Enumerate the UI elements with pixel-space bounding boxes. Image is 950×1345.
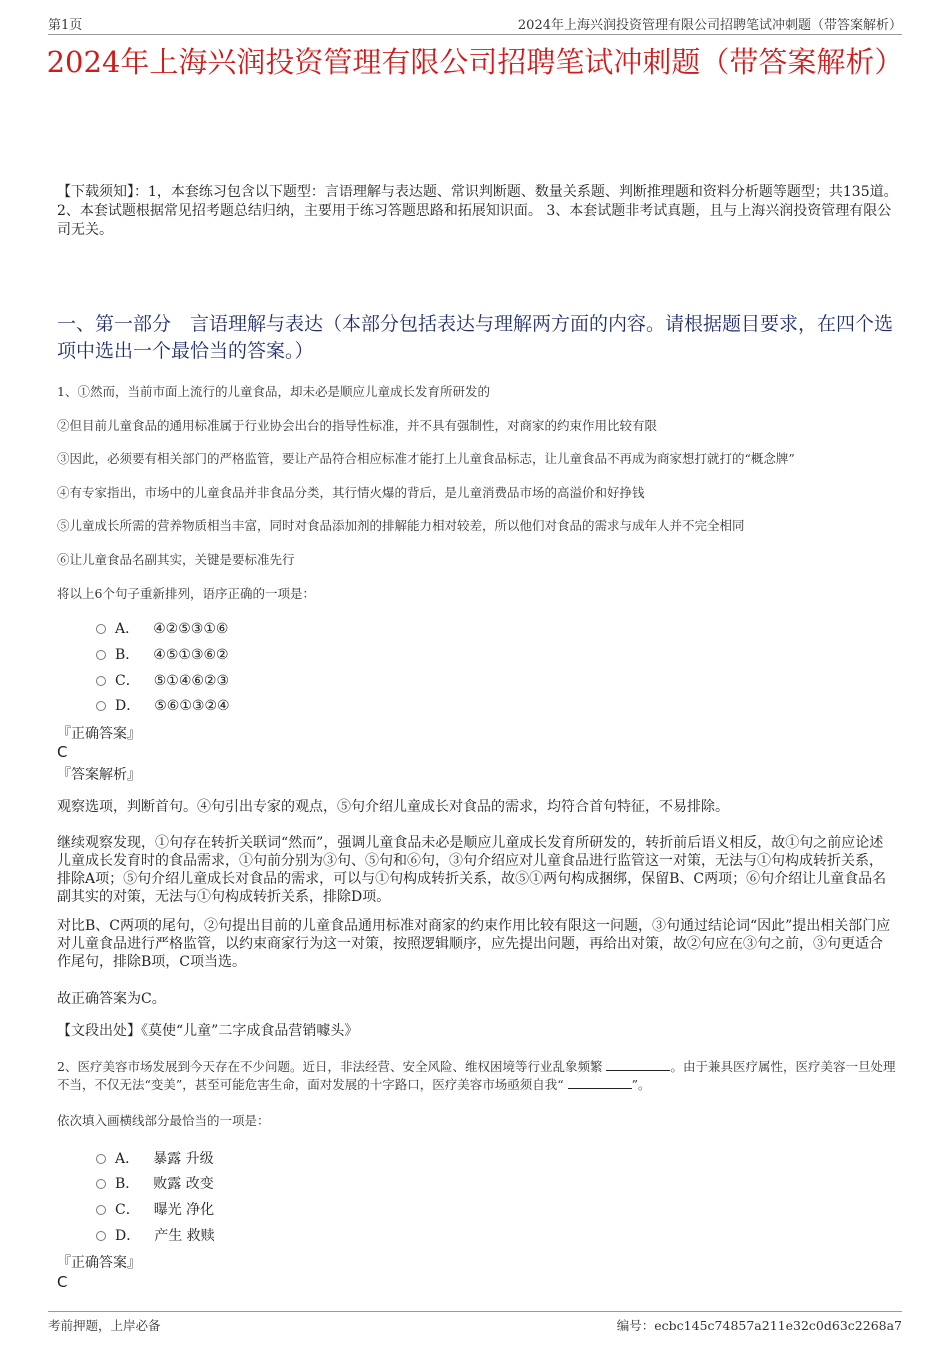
q1-line-1: 1、①然而，当前市面上流行的儿童食品，却未必是顺应儿童成长发育所研发的 (57, 384, 490, 399)
q2-text-b: 。由于兼具医疗属性，医疗美容一旦处理不当，不仅无法“变美”，甚至可能危害生命，面对发展的十字路口，医疗美容市场亟须自我“ (57, 1059, 896, 1092)
option-text: 曝光 净化 (153, 1202, 215, 1218)
option-text: 败露 改变 (153, 1176, 214, 1192)
radio-icon[interactable] (96, 676, 106, 686)
option-text: ④②⑤③①⑥ (153, 621, 229, 637)
q2-prompt: 依次填入画横线部分最恰当的一项是： (57, 1113, 270, 1128)
radio-icon[interactable] (96, 701, 106, 711)
footer-serial: 编号：ecbc145c74857a211e32c0d63c2268a7 (616, 1318, 902, 1333)
q1-analysis-3: 对比B、C两项的尾句，②句提出目前的儿童食品通用标准对商家的约束作用比较有限这一问题，③句通过结论词“因此”提出相关部门应对儿童食品进行严格监管，以约束商家行为这一对策，按照逻辑顺序，应先提出问题，再给出对策，故②句应在③句之前，③句更适合作尾句，排除B项，C项当选。 (57, 918, 891, 970)
footer-slogan: 考前押题，上岸必备 (48, 1318, 161, 1333)
q1-line-6: ⑥让儿童食品名副其实，关键是要标准先行 (57, 552, 295, 567)
option-letter: A． (115, 1151, 140, 1167)
q1-line-4: ④有专家指出，市场中的儿童食品并非食品分类，其行情火爆的背后，是儿童消费品市场的高溢价和好挣钱 (57, 485, 645, 500)
page-footer (48, 1311, 902, 1332)
section-heading: 一、第一部分 言语理解与表达（本部分包括表达与理解两方面的内容。请根据题目要求，在四个选项中选出一个最恰当的答案。） (57, 313, 894, 362)
radio-icon[interactable] (96, 1231, 106, 1241)
download-notice: 【下载须知】：1，本套练习包含以下题型：言语理解与表达题、常识判断题、数量关系题、判断推理题和资料分析题等题型；共135道。 2、本套试题根据常见招考题总结归纳，主要用于练习答题思路和拓展知识面。 3、本套试题非考试真题，且与上海兴润投资管理有限公司无关。 (57, 184, 898, 238)
q1-option-a[interactable] (96, 620, 228, 638)
q1-line-3: ③因此，必须要有相关部门的严格监管，要让产品符合相应标准才能打上儿童食品标志，让儿童食品不再成为商家想打就打的“概念牌” (57, 451, 795, 466)
page-header (48, 14, 902, 35)
q1-source: 【文段出处】《莫使“儿童”二字成食品营销噱头》 (57, 1023, 359, 1039)
q1-answer-label: 『正确答案』 (57, 726, 141, 742)
q1-analysis-label: 『答案解析』 (57, 767, 141, 783)
document-title: 2024年上海兴润投资管理有限公司招聘笔试冲刺题（带答案解析） (46, 45, 904, 79)
radio-icon[interactable] (96, 1154, 106, 1164)
header-doc-title: 2024年上海兴润投资管理有限公司招聘笔试冲刺题（带答案解析） (517, 18, 902, 33)
option-letter: B． (115, 1176, 140, 1192)
q1-analysis-1: 观察选项，判断首句。④句引出专家的观点，⑤句介绍儿童成长对食品的需求，均符合首句特征，不易排除。 (57, 799, 729, 815)
option-text: ⑤①④⑥②③ (153, 673, 230, 689)
option-letter: D． (115, 1228, 141, 1244)
q2-option-c[interactable] (96, 1201, 214, 1219)
q1-option-c[interactable] (96, 672, 229, 690)
q1-line-2: ②但目前儿童食品的通用标准属于行业协会出台的指导性标准，并不具有强制性，对商家的约束作用比较有限 (57, 418, 658, 433)
option-text: ④⑤①③⑥② (153, 647, 229, 663)
q2-answer: C (57, 1273, 68, 1291)
q1-prompt: 将以上6个句子重新排列，语序正确的一项是： (57, 586, 315, 601)
q1-analysis-2: 继续观察发现，①句存在转折关联词“然而”，强调儿童食品未必是顺应儿童成长发育所研发的，转折前后语义相反，故①句之前应论述儿童成长发育时的食品需求，①句前分别为③句、⑤句和⑥句，③句介绍应对儿童食品进行监管这一对策，无法与①句构成转折关系，排除A项；⑤句介绍儿童成长对食品的需求，可以与①句构成转折关系，故⑤①两句构成捆绑，保留B、C两项；⑥句介绍让儿童食品名副其实的对策，无法与①句构成转折关系，排除D项。 (57, 835, 887, 905)
q1-option-d[interactable] (96, 697, 230, 715)
q2-blank-1[interactable] (606, 1059, 670, 1071)
q2-text-c: ”。 (631, 1077, 651, 1092)
radio-icon[interactable] (96, 1179, 106, 1189)
option-letter: A． (115, 621, 140, 637)
q2-option-d[interactable] (96, 1227, 215, 1245)
option-text: 产生 救赎 (154, 1228, 215, 1244)
option-text: ⑤⑥①③②④ (154, 698, 230, 714)
q1-analysis-4: 故正确答案为C。 (57, 991, 166, 1007)
q1-option-b[interactable] (96, 646, 229, 664)
option-letter: C． (115, 1202, 140, 1218)
q2-option-b[interactable] (96, 1175, 214, 1193)
option-text: 暴露 升级 (153, 1151, 214, 1167)
option-letter: C． (115, 673, 140, 689)
radio-icon[interactable] (96, 650, 106, 660)
q2-answer-label: 『正确答案』 (57, 1255, 141, 1271)
page-number: 第1页 (48, 18, 83, 33)
q2-option-a[interactable] (96, 1150, 214, 1168)
option-letter: D． (115, 698, 141, 714)
q2-stem (57, 1058, 902, 1094)
q2-blank-2[interactable] (568, 1077, 632, 1089)
radio-icon[interactable] (96, 1205, 106, 1215)
option-letter: B． (115, 647, 140, 663)
q1-answer: C (57, 743, 68, 761)
q2-text-a: 2、医疗美容市场发展到今天存在不少问题。近日，非法经营、安全风险、维权困境等行业乱象频繁 (57, 1059, 603, 1074)
q1-line-5: ⑤儿童成长所需的营养物质相当丰富，同时对食品添加剂的排解能力相对较差，所以他们对食品的需求与成年人并不完全相同 (57, 518, 745, 533)
radio-icon[interactable] (96, 624, 106, 634)
